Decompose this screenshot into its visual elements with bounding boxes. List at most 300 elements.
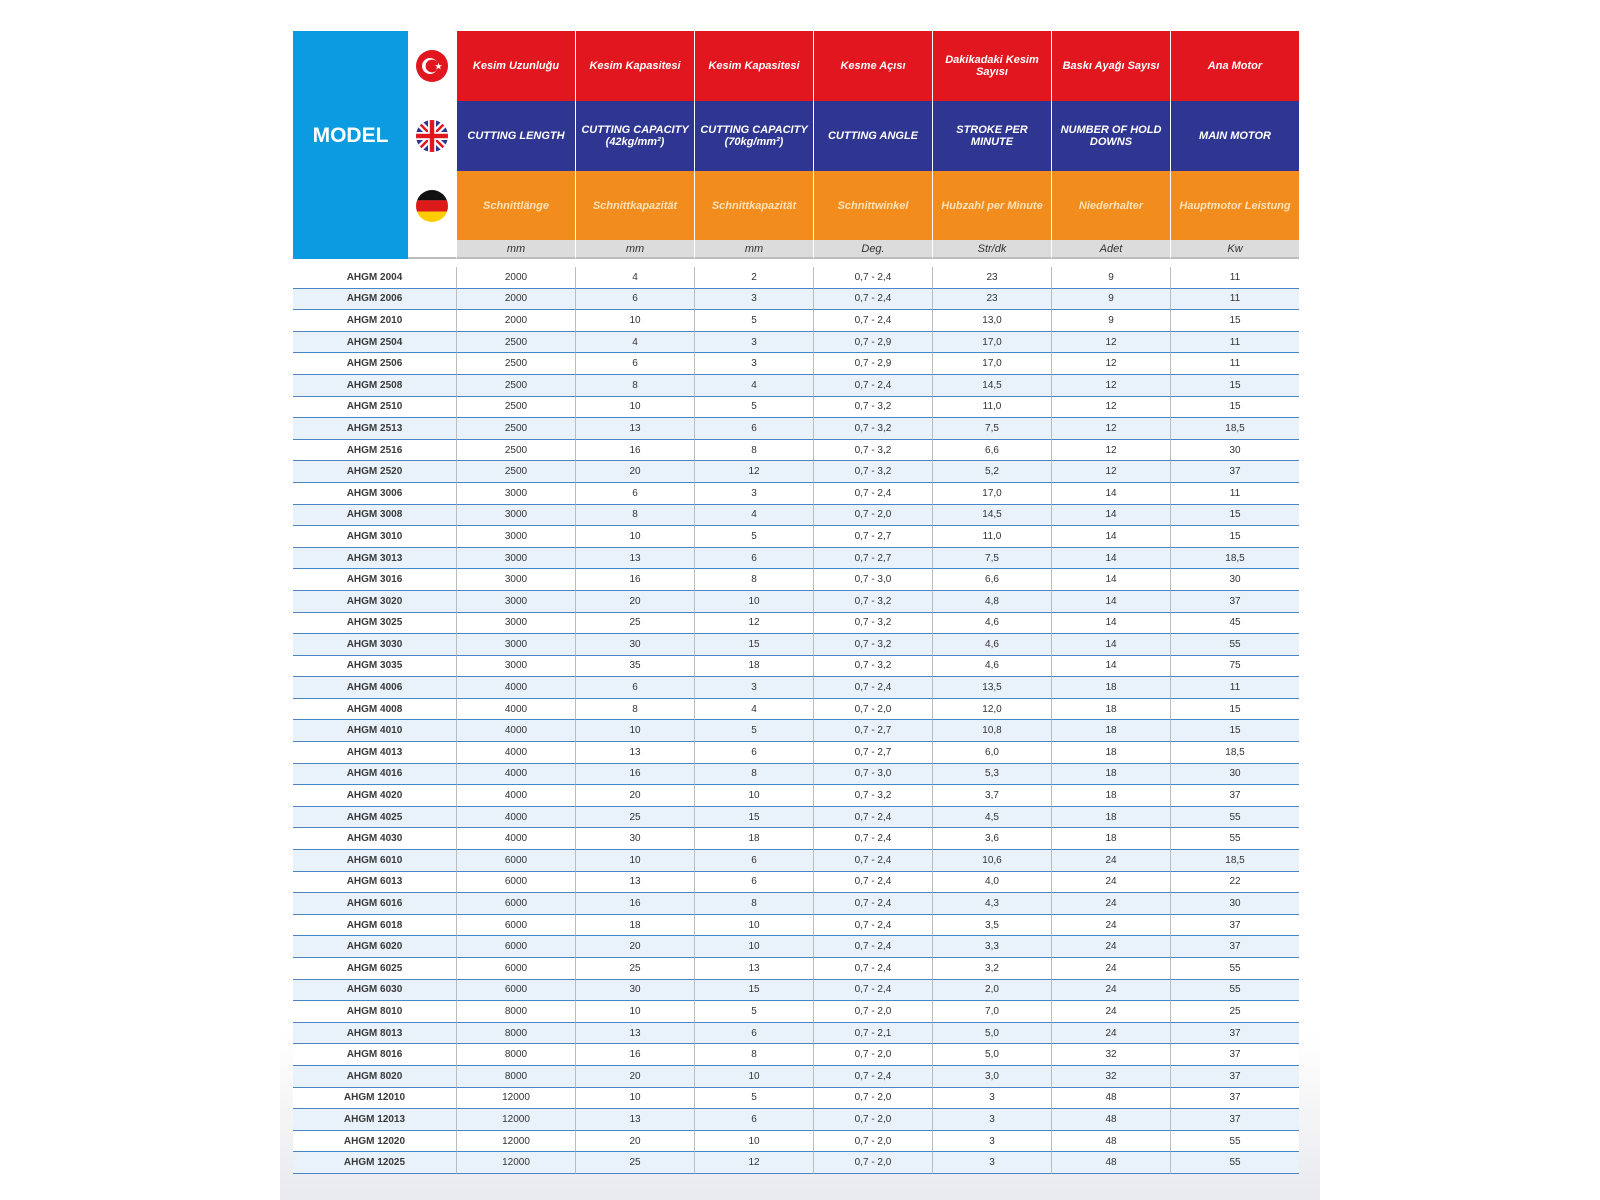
value-cell: 3,7 [932, 785, 1051, 807]
value-cell: 0,7 - 2,4 [813, 915, 932, 937]
value-cell: 16 [575, 764, 694, 786]
value-cell: 12 [694, 1152, 813, 1174]
value-cell: 18 [575, 915, 694, 937]
model-cell: AHGM 4016 [293, 764, 456, 786]
value-cell: 0,7 - 3,0 [813, 569, 932, 591]
value-cell: 14 [1051, 483, 1170, 505]
value-cell: 16 [575, 440, 694, 462]
value-cell: 5,3 [932, 764, 1051, 786]
value-cell: 5 [694, 397, 813, 419]
model-cell: AHGM 2004 [293, 267, 456, 289]
value-cell: 12000 [456, 1109, 575, 1131]
value-cell: 10 [694, 915, 813, 937]
de-header-4: Hubzahl per Minute [932, 171, 1051, 240]
value-cell: 14 [1051, 569, 1170, 591]
units-model-spacer [293, 240, 408, 259]
value-cell: 18 [1051, 677, 1170, 699]
value-cell: 8 [694, 440, 813, 462]
value-cell: 37 [1170, 591, 1299, 613]
model-cell: AHGM 2510 [293, 397, 456, 419]
value-cell: 6 [694, 1023, 813, 1045]
value-cell: 20 [575, 1066, 694, 1088]
model-cell: AHGM 3035 [293, 656, 456, 678]
model-cell: AHGM 12013 [293, 1109, 456, 1131]
value-cell: 14,5 [932, 375, 1051, 397]
value-cell: 6 [575, 677, 694, 699]
value-cell: 0,7 - 2,4 [813, 677, 932, 699]
value-cell: 10,8 [932, 720, 1051, 742]
model-cell: AHGM 3013 [293, 548, 456, 570]
value-cell: 12 [1051, 375, 1170, 397]
value-cell: 4 [575, 332, 694, 354]
value-cell: 0,7 - 2,4 [813, 980, 932, 1002]
de-header-6: Hauptmotor Leistung [1170, 171, 1299, 240]
value-cell: 37 [1170, 915, 1299, 937]
model-cell: AHGM 3020 [293, 591, 456, 613]
value-cell: 18 [1051, 785, 1170, 807]
unit-0: mm [456, 240, 575, 259]
tr-header-0: Kesim Uzunluğu [456, 31, 575, 101]
value-cell: 2000 [456, 310, 575, 332]
model-cell: AHGM 8020 [293, 1066, 456, 1088]
value-cell: 15 [1170, 526, 1299, 548]
value-cell: 25 [575, 1152, 694, 1174]
value-cell: 15 [694, 807, 813, 829]
value-cell: 20 [575, 1131, 694, 1153]
value-cell: 10 [575, 397, 694, 419]
value-cell: 4 [694, 699, 813, 721]
table-header [293, 31, 1299, 267]
table-row [293, 699, 1299, 721]
value-cell: 0,7 - 2,4 [813, 1066, 932, 1088]
value-cell: 14 [1051, 634, 1170, 656]
model-cell: AHGM 8010 [293, 1001, 456, 1023]
value-cell: 24 [1051, 872, 1170, 894]
header-row-turkish [293, 31, 1299, 101]
uk-flag-icon [415, 119, 449, 153]
value-cell: 9 [1051, 267, 1170, 289]
value-cell: 12000 [456, 1152, 575, 1174]
value-cell: 3 [932, 1109, 1051, 1131]
table-row [293, 785, 1299, 807]
value-cell: 4000 [456, 720, 575, 742]
value-cell: 2,0 [932, 980, 1051, 1002]
value-cell: 12,0 [932, 699, 1051, 721]
value-cell: 23 [932, 267, 1051, 289]
value-cell: 3 [694, 289, 813, 311]
model-cell: AHGM 3025 [293, 613, 456, 635]
model-cell: AHGM 4020 [293, 785, 456, 807]
value-cell: 6 [694, 418, 813, 440]
value-cell: 37 [1170, 785, 1299, 807]
value-cell: 13 [575, 1109, 694, 1131]
value-cell: 25 [1170, 1001, 1299, 1023]
table-row [293, 828, 1299, 850]
table-row [293, 980, 1299, 1002]
model-header: MODEL [293, 31, 408, 240]
value-cell: 4,3 [932, 893, 1051, 915]
value-cell: 18 [1051, 720, 1170, 742]
value-cell: 37 [1170, 1109, 1299, 1131]
model-cell: AHGM 2508 [293, 375, 456, 397]
value-cell: 8 [575, 505, 694, 527]
table-row [293, 1001, 1299, 1023]
value-cell: 0,7 - 2,7 [813, 526, 932, 548]
value-cell: 4000 [456, 677, 575, 699]
value-cell: 8 [575, 375, 694, 397]
value-cell: 20 [575, 461, 694, 483]
value-cell: 14 [1051, 613, 1170, 635]
value-cell: 14 [1051, 548, 1170, 570]
value-cell: 6,6 [932, 569, 1051, 591]
value-cell: 15 [694, 634, 813, 656]
value-cell: 55 [1170, 828, 1299, 850]
header-gap [293, 259, 1299, 267]
value-cell: 14,5 [932, 505, 1051, 527]
value-cell: 6 [694, 742, 813, 764]
value-cell: 8 [694, 569, 813, 591]
value-cell: 2500 [456, 418, 575, 440]
model-cell: AHGM 3008 [293, 505, 456, 527]
value-cell: 0,7 - 2,1 [813, 1023, 932, 1045]
value-cell: 11 [1170, 332, 1299, 354]
value-cell: 0,7 - 3,2 [813, 461, 932, 483]
value-cell: 48 [1051, 1088, 1170, 1110]
model-cell: AHGM 6030 [293, 980, 456, 1002]
value-cell: 8000 [456, 1044, 575, 1066]
value-cell: 0,7 - 2,0 [813, 1044, 932, 1066]
value-cell: 13,0 [932, 310, 1051, 332]
value-cell: 0,7 - 3,2 [813, 785, 932, 807]
value-cell: 30 [1170, 440, 1299, 462]
value-cell: 11 [1170, 483, 1299, 505]
value-cell: 6 [575, 483, 694, 505]
value-cell: 15 [1170, 720, 1299, 742]
value-cell: 10 [694, 1131, 813, 1153]
header-row-english [293, 101, 1299, 171]
value-cell: 37 [1170, 1044, 1299, 1066]
table-row [293, 310, 1299, 332]
value-cell: 16 [575, 893, 694, 915]
value-cell: 0,7 - 2,9 [813, 332, 932, 354]
value-cell: 12000 [456, 1088, 575, 1110]
model-cell: AHGM 3010 [293, 526, 456, 548]
model-cell: AHGM 4008 [293, 699, 456, 721]
value-cell: 5 [694, 1001, 813, 1023]
value-cell: 8 [575, 699, 694, 721]
value-cell: 8000 [456, 1001, 575, 1023]
value-cell: 5 [694, 1088, 813, 1110]
value-cell: 7,0 [932, 1001, 1051, 1023]
germany-flag-icon [415, 189, 449, 223]
value-cell: 5,2 [932, 461, 1051, 483]
value-cell: 0,7 - 2,0 [813, 1131, 932, 1153]
model-cell: AHGM 12025 [293, 1152, 456, 1174]
value-cell: 0,7 - 2,4 [813, 267, 932, 289]
value-cell: 18 [1051, 699, 1170, 721]
value-cell: 10,6 [932, 850, 1051, 872]
value-cell: 0,7 - 2,0 [813, 1109, 932, 1131]
value-cell: 0,7 - 2,4 [813, 807, 932, 829]
value-cell: 11 [1170, 353, 1299, 375]
value-cell: 25 [575, 613, 694, 635]
table-row [293, 1109, 1299, 1131]
value-cell: 55 [1170, 634, 1299, 656]
value-cell: 4000 [456, 699, 575, 721]
model-cell: AHGM 3030 [293, 634, 456, 656]
value-cell: 12 [1051, 418, 1170, 440]
spec-table-container [293, 31, 1299, 1174]
table-row [293, 936, 1299, 958]
value-cell: 10 [694, 591, 813, 613]
value-cell: 11,0 [932, 397, 1051, 419]
value-cell: 12 [1051, 397, 1170, 419]
value-cell: 2000 [456, 289, 575, 311]
value-cell: 4,8 [932, 591, 1051, 613]
value-cell: 23 [932, 289, 1051, 311]
value-cell: 2000 [456, 267, 575, 289]
model-cell: AHGM 2520 [293, 461, 456, 483]
de-header-3: Schnittwinkel [813, 171, 932, 240]
table-row [293, 483, 1299, 505]
value-cell: 11 [1170, 267, 1299, 289]
value-cell: 0,7 - 2,4 [813, 375, 932, 397]
value-cell: 25 [575, 958, 694, 980]
value-cell: 37 [1170, 936, 1299, 958]
table-row [293, 548, 1299, 570]
table-row [293, 289, 1299, 311]
model-cell: AHGM 6010 [293, 850, 456, 872]
value-cell: 8 [694, 893, 813, 915]
value-cell: 24 [1051, 850, 1170, 872]
value-cell: 30 [1170, 569, 1299, 591]
en-header-4: STROKE PER MINUTE [932, 101, 1051, 171]
table-row [293, 656, 1299, 678]
tr-header-1: Kesim Kapasitesi [575, 31, 694, 101]
value-cell: 10 [694, 1066, 813, 1088]
value-cell: 3000 [456, 656, 575, 678]
table-row [293, 1131, 1299, 1153]
value-cell: 0,7 - 3,0 [813, 764, 932, 786]
value-cell: 10 [694, 936, 813, 958]
table-row [293, 720, 1299, 742]
table-row [293, 1023, 1299, 1045]
de-header-1: Schnittkapazität [575, 171, 694, 240]
value-cell: 0,7 - 3,2 [813, 613, 932, 635]
value-cell: 0,7 - 3,2 [813, 440, 932, 462]
value-cell: 0,7 - 2,4 [813, 936, 932, 958]
value-cell: 55 [1170, 980, 1299, 1002]
value-cell: 5,0 [932, 1044, 1051, 1066]
value-cell: 30 [575, 828, 694, 850]
value-cell: 3,6 [932, 828, 1051, 850]
table-row [293, 505, 1299, 527]
model-cell: AHGM 4025 [293, 807, 456, 829]
value-cell: 0,7 - 2,4 [813, 289, 932, 311]
value-cell: 4 [694, 375, 813, 397]
value-cell: 37 [1170, 1088, 1299, 1110]
value-cell: 0,7 - 3,2 [813, 397, 932, 419]
value-cell: 3000 [456, 548, 575, 570]
value-cell: 4,5 [932, 807, 1051, 829]
value-cell: 15 [1170, 375, 1299, 397]
model-cell: AHGM 3016 [293, 569, 456, 591]
value-cell: 8 [694, 1044, 813, 1066]
value-cell: 10 [575, 1001, 694, 1023]
value-cell: 6000 [456, 980, 575, 1002]
table-row [293, 850, 1299, 872]
value-cell: 5,0 [932, 1023, 1051, 1045]
value-cell: 12 [1051, 332, 1170, 354]
model-cell: AHGM 6013 [293, 872, 456, 894]
value-cell: 18 [1051, 764, 1170, 786]
turkey-flag-cell [408, 31, 456, 101]
value-cell: 18,5 [1170, 742, 1299, 764]
value-cell: 0,7 - 3,2 [813, 634, 932, 656]
table-row [293, 613, 1299, 635]
value-cell: 6 [575, 289, 694, 311]
value-cell: 3 [694, 677, 813, 699]
unit-1: mm [575, 240, 694, 259]
value-cell: 12000 [456, 1131, 575, 1153]
value-cell: 7,5 [932, 548, 1051, 570]
value-cell: 32 [1051, 1066, 1170, 1088]
value-cell: 0,7 - 2,7 [813, 548, 932, 570]
value-cell: 18,5 [1170, 418, 1299, 440]
table-row [293, 807, 1299, 829]
value-cell: 13 [575, 418, 694, 440]
table-row [293, 461, 1299, 483]
value-cell: 24 [1051, 915, 1170, 937]
value-cell: 45 [1170, 613, 1299, 635]
model-cell: AHGM 8016 [293, 1044, 456, 1066]
value-cell: 5 [694, 720, 813, 742]
table-row [293, 418, 1299, 440]
en-header-6: MAIN MOTOR [1170, 101, 1299, 171]
value-cell: 3000 [456, 634, 575, 656]
value-cell: 6000 [456, 915, 575, 937]
table-body [293, 267, 1299, 1174]
value-cell: 4000 [456, 785, 575, 807]
value-cell: 17,0 [932, 353, 1051, 375]
value-cell: 15 [1170, 699, 1299, 721]
value-cell: 13 [575, 548, 694, 570]
value-cell: 0,7 - 2,0 [813, 1152, 932, 1174]
model-cell: AHGM 2504 [293, 332, 456, 354]
model-cell: AHGM 6020 [293, 936, 456, 958]
value-cell: 4 [694, 505, 813, 527]
value-cell: 14 [1051, 505, 1170, 527]
value-cell: 17,0 [932, 483, 1051, 505]
value-cell: 3 [694, 332, 813, 354]
value-cell: 24 [1051, 958, 1170, 980]
table-row [293, 1066, 1299, 1088]
value-cell: 16 [575, 569, 694, 591]
value-cell: 24 [1051, 980, 1170, 1002]
value-cell: 3 [932, 1088, 1051, 1110]
value-cell: 48 [1051, 1152, 1170, 1174]
value-cell: 2500 [456, 397, 575, 419]
value-cell: 2500 [456, 440, 575, 462]
value-cell: 6 [694, 548, 813, 570]
model-cell: AHGM 12010 [293, 1088, 456, 1110]
value-cell: 22 [1170, 872, 1299, 894]
tr-header-3: Kesme Açısı [813, 31, 932, 101]
value-cell: 0,7 - 2,0 [813, 699, 932, 721]
value-cell: 37 [1170, 1066, 1299, 1088]
value-cell: 0,7 - 2,0 [813, 1001, 932, 1023]
value-cell: 30 [575, 634, 694, 656]
value-cell: 7,5 [932, 418, 1051, 440]
uk-flag-cell [408, 101, 456, 171]
value-cell: 0,7 - 2,4 [813, 872, 932, 894]
value-cell: 24 [1051, 1001, 1170, 1023]
value-cell: 8 [694, 764, 813, 786]
value-cell: 17,0 [932, 332, 1051, 354]
value-cell: 15 [1170, 505, 1299, 527]
value-cell: 6 [694, 1109, 813, 1131]
value-cell: 3000 [456, 505, 575, 527]
tr-header-5: Baskı Ayağı Sayısı [1051, 31, 1170, 101]
value-cell: 25 [575, 807, 694, 829]
table-row [293, 677, 1299, 699]
value-cell: 8000 [456, 1023, 575, 1045]
value-cell: 6 [575, 353, 694, 375]
value-cell: 9 [1051, 289, 1170, 311]
units-flag-spacer [408, 240, 456, 259]
value-cell: 24 [1051, 893, 1170, 915]
value-cell: 6,0 [932, 742, 1051, 764]
units-row [293, 240, 1299, 259]
value-cell: 4000 [456, 742, 575, 764]
germany-flag-cell [408, 171, 456, 240]
value-cell: 14 [1051, 591, 1170, 613]
value-cell: 0,7 - 2,7 [813, 720, 932, 742]
value-cell: 6000 [456, 958, 575, 980]
value-cell: 15 [1170, 397, 1299, 419]
model-cell: AHGM 8013 [293, 1023, 456, 1045]
value-cell: 16 [575, 1044, 694, 1066]
table-row [293, 634, 1299, 656]
table-row [293, 1152, 1299, 1174]
unit-4: Str/dk [932, 240, 1051, 259]
value-cell: 6,6 [932, 440, 1051, 462]
value-cell: 48 [1051, 1131, 1170, 1153]
table-row [293, 764, 1299, 786]
model-cell: AHGM 2516 [293, 440, 456, 462]
value-cell: 55 [1170, 1152, 1299, 1174]
value-cell: 3,5 [932, 915, 1051, 937]
value-cell: 0,7 - 2,4 [813, 310, 932, 332]
value-cell: 3000 [456, 526, 575, 548]
de-header-5: Niederhalter [1051, 171, 1170, 240]
value-cell: 10 [575, 526, 694, 548]
value-cell: 12 [1051, 440, 1170, 462]
table-row [293, 1044, 1299, 1066]
value-cell: 6 [694, 872, 813, 894]
turkey-flag-icon [415, 49, 449, 83]
value-cell: 13,5 [932, 677, 1051, 699]
value-cell: 20 [575, 785, 694, 807]
value-cell: 4000 [456, 807, 575, 829]
model-cell: AHGM 2006 [293, 289, 456, 311]
value-cell: 4,0 [932, 872, 1051, 894]
value-cell: 3000 [456, 483, 575, 505]
value-cell: 14 [1051, 526, 1170, 548]
table-row [293, 332, 1299, 354]
header-row-german [293, 171, 1299, 240]
table-row [293, 915, 1299, 937]
